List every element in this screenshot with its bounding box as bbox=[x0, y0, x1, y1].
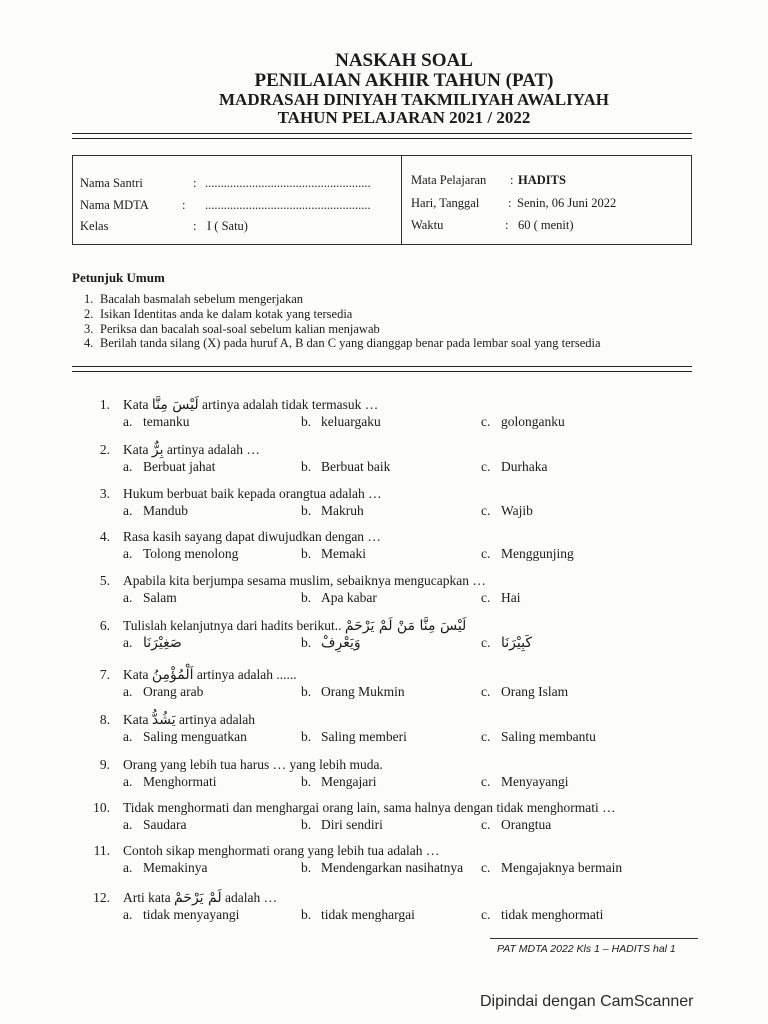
option-text: Makruh bbox=[321, 503, 364, 518]
question-number: 10. bbox=[93, 800, 110, 815]
option-letter: a. bbox=[123, 635, 133, 650]
option-letter: c. bbox=[481, 774, 491, 789]
option-letter: c. bbox=[481, 414, 491, 429]
option-text: tidak menghormati bbox=[501, 907, 604, 922]
question-number: 11. bbox=[93, 843, 110, 858]
option-text: tidak menyayangi bbox=[143, 907, 240, 922]
option-a[interactable] bbox=[123, 590, 177, 606]
option-text: Memakinya bbox=[143, 860, 208, 875]
header-rule-top bbox=[72, 133, 692, 134]
option-text: Saling memberi bbox=[321, 729, 407, 744]
option-letter: b. bbox=[301, 684, 312, 699]
identity-sep: : bbox=[510, 173, 514, 187]
identity-sep: : bbox=[505, 218, 509, 232]
option-b[interactable] bbox=[301, 414, 381, 430]
option-c[interactable] bbox=[481, 817, 551, 833]
option-a[interactable] bbox=[123, 414, 190, 430]
option-b[interactable] bbox=[301, 590, 377, 606]
instruction-text: Periksa dan bacalah soal-soal sebelum kalian menjawab bbox=[100, 321, 380, 336]
question-number: 6. bbox=[99, 618, 110, 633]
question-text-part: Contoh sikap menghormati orang yang lebih tua adalah … bbox=[123, 843, 440, 858]
question-text-part: Apabila kita berjumpa sesama muslim, sebaiknya mengucapkan … bbox=[123, 573, 486, 588]
option-text: tidak menghargai bbox=[321, 907, 415, 922]
option-letter: c. bbox=[481, 503, 491, 518]
question-text-part: Kata bbox=[123, 712, 152, 727]
identity-label: Kelas bbox=[80, 219, 109, 233]
instruction-text: Isikan Identitas anda ke dalam kotak yang tersedia bbox=[100, 306, 353, 321]
option-text: Saling membantu bbox=[501, 729, 596, 744]
option-text: Durhaka bbox=[501, 459, 548, 474]
question-text bbox=[123, 618, 466, 634]
option-letter: a. bbox=[123, 459, 133, 474]
option-text: Menyayangi bbox=[501, 774, 569, 789]
question-number: 7. bbox=[99, 667, 110, 682]
option-c[interactable] bbox=[481, 546, 574, 562]
option-letter: a. bbox=[123, 860, 133, 875]
header-exam-name: PENILAIAN AKHIR TAHUN (PAT) bbox=[254, 70, 554, 91]
option-text: keluargaku bbox=[321, 414, 381, 429]
question-text-part: artinya adalah tidak termasuk … bbox=[198, 397, 379, 412]
option-letter: a. bbox=[123, 684, 133, 699]
arabic-text: يَشُدُّ bbox=[151, 712, 176, 728]
question-text bbox=[123, 890, 277, 906]
option-text: Mendengarkan nasihatnya bbox=[321, 860, 464, 875]
option-letter: b. bbox=[301, 635, 312, 650]
question-text-part: Rasa kasih sayang dapat diwujudkan dengan … bbox=[123, 529, 381, 544]
option-letter: b. bbox=[301, 907, 312, 922]
question-text-part: Kata bbox=[123, 442, 152, 457]
option-letter: b. bbox=[301, 860, 312, 875]
identity-label: Mata Pelajaran bbox=[411, 173, 487, 187]
arabic-text: لَيْسَ مِنَّا مَنْ لَمْ يَرْحَمْ bbox=[344, 618, 467, 634]
question-text-part: Kata bbox=[123, 667, 152, 682]
option-b[interactable] bbox=[301, 774, 376, 790]
instruction-item bbox=[84, 307, 601, 322]
option-b[interactable] bbox=[301, 503, 364, 519]
option-text: Saling menguatkan bbox=[143, 729, 247, 744]
question-text bbox=[123, 843, 439, 859]
option-text: Tolong menolong bbox=[143, 546, 239, 561]
option-text: Orang Mukmin bbox=[321, 684, 405, 699]
option-letter: b. bbox=[301, 817, 312, 832]
option-text: Mengajaknya bermain bbox=[501, 860, 623, 875]
option-c[interactable] bbox=[481, 414, 565, 430]
option-text: Mengajari bbox=[321, 774, 377, 789]
question-text bbox=[123, 712, 255, 728]
option-text: صَغِيْرَنَا bbox=[143, 635, 182, 651]
option-letter: b. bbox=[301, 729, 312, 744]
option-c[interactable] bbox=[481, 635, 532, 651]
option-text: Apa kabar bbox=[321, 590, 377, 605]
option-letter: c. bbox=[481, 907, 491, 922]
header-school: MADRASAH DINIYAH TAKMILIYAH AWALIYAH bbox=[219, 90, 609, 109]
question-text-part: artinya adalah ...... bbox=[193, 667, 297, 682]
question-text-part: Orang yang lebih tua harus … yang lebih muda. bbox=[123, 757, 383, 772]
question-text-part: Tulislah kelanjutnya dari hadits berikut.. bbox=[123, 618, 345, 633]
scanner-watermark: Dipindai dengan CamScanner bbox=[480, 993, 694, 1010]
option-text: Menggunjing bbox=[501, 546, 574, 561]
question-text-part: artinya adalah bbox=[175, 712, 256, 727]
option-a[interactable] bbox=[123, 907, 239, 923]
option-text: Berbuat baik bbox=[321, 459, 391, 474]
option-text: Mandub bbox=[143, 503, 188, 518]
option-letter: b. bbox=[301, 546, 312, 561]
identity-label: Waktu bbox=[411, 218, 444, 232]
question-text bbox=[123, 573, 486, 589]
option-a[interactable] bbox=[123, 729, 247, 745]
option-letter: a. bbox=[123, 414, 133, 429]
identity-sep: : bbox=[193, 219, 197, 233]
option-text: Menghormati bbox=[143, 774, 217, 789]
identity-value-nama-mdta[interactable]: ..................................................... bbox=[205, 198, 371, 212]
option-c[interactable] bbox=[481, 684, 568, 700]
option-letter: a. bbox=[123, 817, 133, 832]
option-text: golonganku bbox=[501, 414, 565, 429]
footer-rule bbox=[490, 938, 698, 939]
instruction-number: 1. bbox=[84, 292, 94, 306]
question-number: 2. bbox=[99, 442, 110, 457]
option-letter: c. bbox=[481, 817, 491, 832]
option-a[interactable] bbox=[123, 817, 186, 833]
instruction-text: Bacalah basmalah sebelum mengerjakan bbox=[100, 292, 304, 306]
option-a[interactable] bbox=[123, 503, 188, 519]
option-a[interactable] bbox=[123, 459, 215, 475]
instruction-number: 3. bbox=[84, 321, 94, 336]
identity-value-time: 60 ( menit) bbox=[518, 218, 574, 232]
option-letter: b. bbox=[301, 459, 312, 474]
page-footer: PAT MDTA 2022 Kls 1 – HADITS hal 1 bbox=[497, 943, 676, 955]
header-rule-bottom bbox=[72, 138, 692, 139]
identity-label: Nama MDTA bbox=[80, 198, 149, 212]
option-b[interactable] bbox=[301, 546, 366, 562]
question-number: 12. bbox=[93, 890, 110, 905]
question-text bbox=[123, 397, 378, 413]
option-b[interactable] bbox=[301, 459, 390, 475]
option-c[interactable] bbox=[481, 459, 547, 475]
question-text-part: adalah … bbox=[221, 890, 278, 905]
option-letter: c. bbox=[481, 684, 491, 699]
option-a[interactable] bbox=[123, 684, 203, 700]
option-letter: a. bbox=[123, 774, 133, 789]
option-c[interactable] bbox=[481, 860, 622, 876]
option-c[interactable] bbox=[481, 590, 521, 606]
question-text bbox=[123, 800, 616, 816]
header-year: TAHUN PELAJARAN 2021 / 2022 bbox=[277, 108, 531, 127]
question-text-part: Tidak menghormati dan menghargai orang lain, sama halnya dengan tidak menghormati … bbox=[123, 800, 616, 815]
instruction-number: 4. bbox=[84, 336, 94, 351]
question-number: 9. bbox=[99, 757, 110, 772]
identity-label: Nama Santri bbox=[80, 176, 143, 190]
option-a[interactable] bbox=[123, 546, 238, 562]
question-text bbox=[123, 667, 297, 683]
arabic-text: لَمْ يَرْحَمْ bbox=[173, 890, 222, 906]
question-text bbox=[123, 757, 383, 773]
arabic-text: لَيْسَ مِنَّا bbox=[151, 397, 199, 413]
option-letter: b. bbox=[301, 414, 312, 429]
option-letter: b. bbox=[301, 774, 312, 789]
option-text: Hai bbox=[501, 590, 521, 605]
option-letter: a. bbox=[123, 546, 133, 561]
option-letter: b. bbox=[301, 503, 312, 518]
option-text: Orang Islam bbox=[501, 684, 569, 699]
option-c[interactable] bbox=[481, 729, 596, 745]
question-text bbox=[123, 442, 260, 458]
question-number: 4. bbox=[99, 529, 110, 544]
question-text-part: artinya adalah … bbox=[163, 442, 260, 457]
instructions-rule-top bbox=[72, 366, 692, 367]
option-letter: c. bbox=[481, 635, 491, 650]
option-c[interactable] bbox=[481, 907, 603, 923]
option-b[interactable] bbox=[301, 729, 407, 745]
instruction-item bbox=[84, 292, 601, 307]
instruction-item bbox=[84, 336, 601, 351]
option-letter: a. bbox=[123, 503, 133, 518]
instructions-rule-bottom bbox=[72, 371, 692, 372]
identity-value-subject: HADITS bbox=[518, 173, 566, 187]
question-number: 3. bbox=[99, 486, 110, 501]
question-number: 8. bbox=[99, 712, 110, 727]
question-text-part: Kata bbox=[123, 397, 152, 412]
option-text: Diri sendiri bbox=[321, 817, 383, 832]
option-b[interactable] bbox=[301, 817, 383, 833]
option-text: temanku bbox=[143, 414, 190, 429]
option-letter: c. bbox=[481, 860, 491, 875]
identity-value-nama-santri[interactable]: ..................................................... bbox=[205, 176, 371, 190]
arabic-text: اَلْمُؤْمِنُ bbox=[151, 667, 194, 683]
identity-value-kelas: I ( Satu) bbox=[207, 219, 248, 233]
instruction-text: Berilah tanda silang (X) pada huruf A, B dan C yang dianggap benar pada lembar soal yang tersedia bbox=[100, 336, 601, 351]
option-text: Wajib bbox=[501, 503, 533, 518]
question-text-part: Arti kata bbox=[123, 890, 174, 905]
option-a[interactable] bbox=[123, 860, 207, 876]
question-number: 5. bbox=[99, 573, 110, 588]
option-letter: b. bbox=[301, 590, 312, 605]
identity-divider bbox=[401, 156, 402, 244]
identity-sep: : bbox=[193, 176, 197, 190]
option-a[interactable] bbox=[123, 774, 217, 790]
question-text bbox=[123, 486, 382, 502]
option-c[interactable] bbox=[481, 503, 533, 519]
identity-label: Hari, Tanggal bbox=[411, 196, 480, 210]
identity-sep: : bbox=[508, 196, 512, 210]
option-b[interactable] bbox=[301, 635, 361, 651]
option-b[interactable] bbox=[301, 684, 405, 700]
option-letter: c. bbox=[481, 546, 491, 561]
option-text: Salam bbox=[143, 590, 177, 605]
option-text: Orangtua bbox=[501, 817, 552, 832]
option-letter: a. bbox=[123, 907, 133, 922]
header-title: NASKAH SOAL bbox=[335, 50, 473, 71]
option-text: Berbuat jahat bbox=[143, 459, 216, 474]
option-text: وَيَعْرِفْ bbox=[321, 635, 361, 651]
option-letter: a. bbox=[123, 729, 133, 744]
instruction-number: 2. bbox=[84, 306, 94, 321]
arabic-text: بِرٌّ bbox=[151, 442, 164, 458]
option-a[interactable] bbox=[123, 635, 182, 651]
option-b[interactable] bbox=[301, 860, 463, 876]
option-text: Saudara bbox=[143, 817, 187, 832]
question-text bbox=[123, 529, 381, 545]
option-text: كَبِيْرَنَا bbox=[501, 635, 533, 651]
option-letter: c. bbox=[481, 729, 491, 744]
option-text: Orang arab bbox=[143, 684, 204, 699]
instruction-item bbox=[84, 322, 601, 337]
identity-value-date: Senin, 06 Juni 2022 bbox=[517, 196, 617, 210]
option-text: Memaki bbox=[321, 546, 366, 561]
option-letter: a. bbox=[123, 590, 133, 605]
instructions-list bbox=[84, 292, 601, 351]
option-letter: c. bbox=[481, 459, 491, 474]
question-number: 1. bbox=[99, 397, 110, 412]
option-b[interactable] bbox=[301, 907, 415, 923]
instructions-title: Petunjuk Umum bbox=[72, 270, 165, 285]
option-letter: c. bbox=[481, 590, 491, 605]
question-text-part: Hukum berbuat baik kepada orangtua adalah … bbox=[123, 486, 382, 501]
option-c[interactable] bbox=[481, 774, 568, 790]
identity-sep: : bbox=[182, 198, 186, 212]
